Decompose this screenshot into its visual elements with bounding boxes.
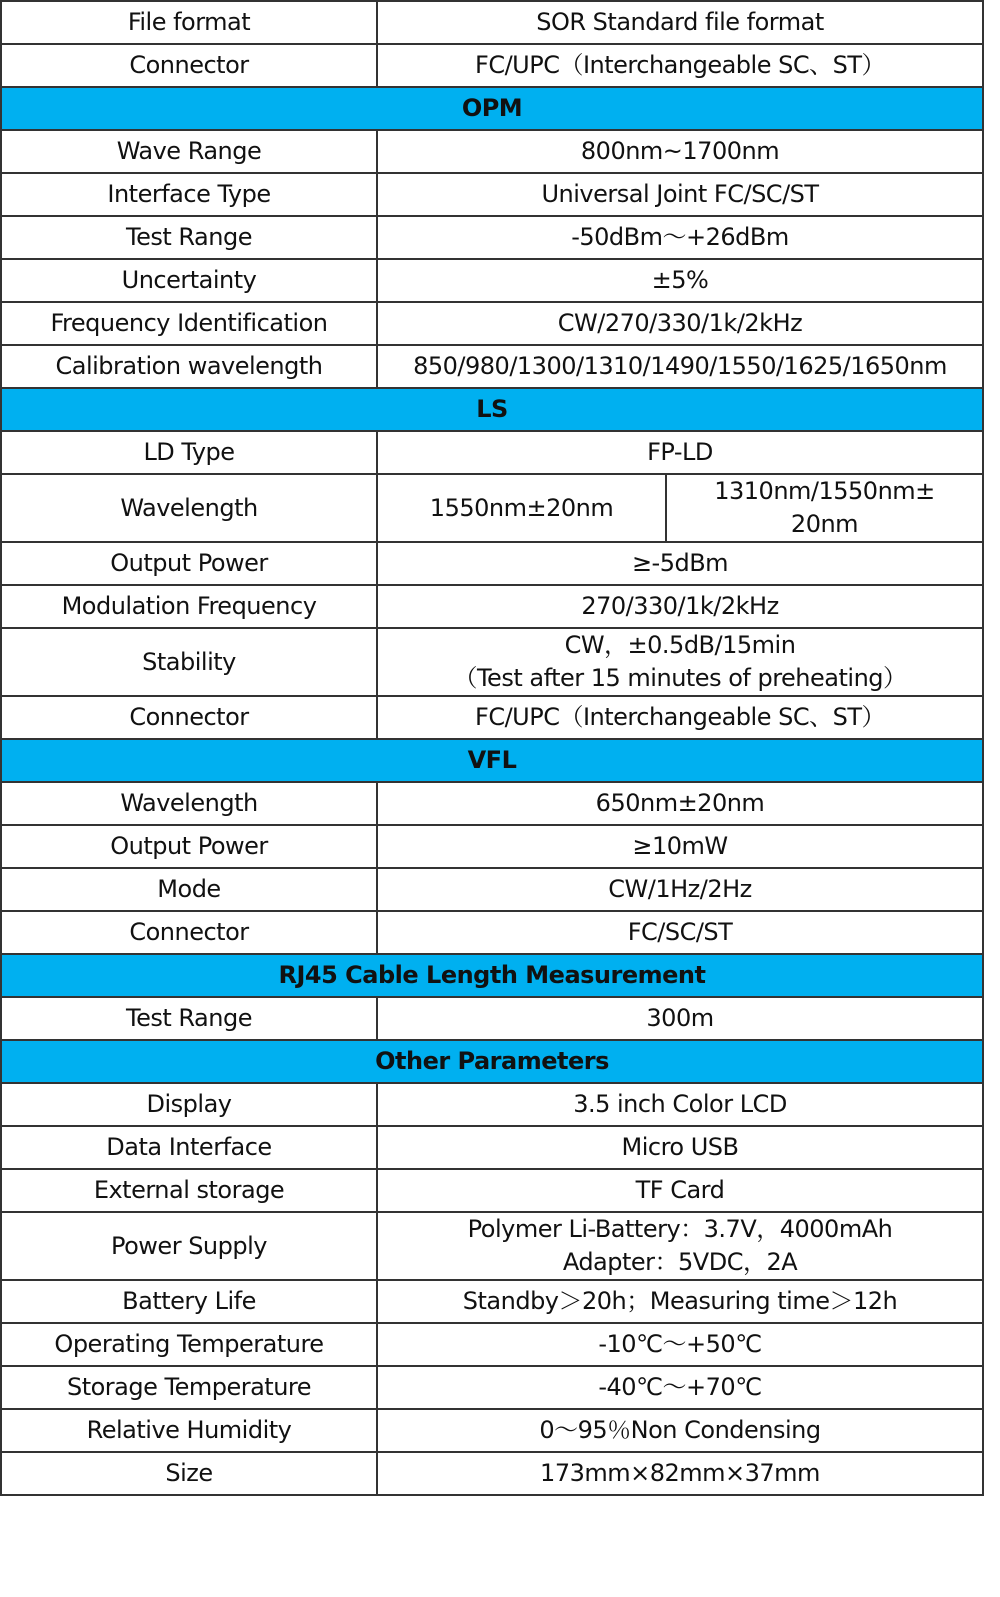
table-row bbox=[1, 696, 983, 739]
row-value bbox=[377, 1212, 983, 1280]
table-row bbox=[1, 259, 983, 302]
table-row bbox=[1, 1126, 983, 1169]
table-row bbox=[1, 825, 983, 868]
table-row bbox=[1, 1409, 983, 1452]
row-value: -10℃～+50℃ bbox=[377, 1323, 983, 1366]
table-row bbox=[1, 431, 983, 474]
row-label: Wavelength bbox=[1, 782, 377, 825]
table-row bbox=[1, 302, 983, 345]
row-value: Universal Joint FC/SC/ST bbox=[377, 173, 983, 216]
row-label: Test Range bbox=[1, 216, 377, 259]
row-label: Output Power bbox=[1, 825, 377, 868]
table-row bbox=[1, 1169, 983, 1212]
row-label: Connector bbox=[1, 911, 377, 954]
row-label: Wavelength bbox=[1, 474, 377, 542]
row-label: Frequency Identification bbox=[1, 302, 377, 345]
row-label: LD Type bbox=[1, 431, 377, 474]
row-label: Power Supply bbox=[1, 1212, 377, 1280]
table-row bbox=[1, 1323, 983, 1366]
table-row bbox=[1, 130, 983, 173]
section-title: LS bbox=[1, 388, 983, 431]
table-row bbox=[1, 782, 983, 825]
section-header-vfl bbox=[1, 739, 983, 782]
row-label: Storage Temperature bbox=[1, 1366, 377, 1409]
table-row bbox=[1, 1083, 983, 1126]
row-value: CW/270/330/1k/2kHz bbox=[377, 302, 983, 345]
table-row bbox=[1, 911, 983, 954]
row-value: 300m bbox=[377, 997, 983, 1040]
row-label: File format bbox=[1, 1, 377, 44]
section-title: Other Parameters bbox=[1, 1040, 983, 1083]
row-label: Display bbox=[1, 1083, 377, 1126]
row-label: Connector bbox=[1, 44, 377, 87]
table-row bbox=[1, 1452, 983, 1495]
row-value-a: 1550nm±20nm bbox=[377, 474, 666, 542]
table-row bbox=[1, 216, 983, 259]
value-line: 20nm bbox=[790, 510, 859, 538]
row-value: 650nm±20nm bbox=[377, 782, 983, 825]
table-row bbox=[1, 1, 983, 44]
value-line: Adapter：5VDC，2A bbox=[562, 1248, 798, 1276]
row-value: ≥10mW bbox=[377, 825, 983, 868]
row-label: Battery Life bbox=[1, 1280, 377, 1323]
value-line: （Test after 15 minutes of preheating） bbox=[453, 664, 907, 692]
row-label: Stability bbox=[1, 628, 377, 696]
row-value: FC/SC/ST bbox=[377, 911, 983, 954]
row-value: 800nm~1700nm bbox=[377, 130, 983, 173]
table-row bbox=[1, 868, 983, 911]
row-label: Interface Type bbox=[1, 173, 377, 216]
section-header-opm bbox=[1, 87, 983, 130]
row-value-b bbox=[666, 474, 983, 542]
value-line: CW，±0.5dB/15min bbox=[564, 631, 796, 659]
row-label: External storage bbox=[1, 1169, 377, 1212]
row-label: Size bbox=[1, 1452, 377, 1495]
table-row bbox=[1, 44, 983, 87]
section-header-ls bbox=[1, 388, 983, 431]
row-value: FC/UPC（Interchangeable SC、ST） bbox=[377, 696, 983, 739]
row-label: Connector bbox=[1, 696, 377, 739]
section-header-rj45 bbox=[1, 954, 983, 997]
row-value: 0～95％Non Condensing bbox=[377, 1409, 983, 1452]
row-value bbox=[377, 628, 983, 696]
row-label: Test Range bbox=[1, 997, 377, 1040]
row-label: Data Interface bbox=[1, 1126, 377, 1169]
row-value: Micro USB bbox=[377, 1126, 983, 1169]
section-title: RJ45 Cable Length Measurement bbox=[1, 954, 983, 997]
row-value: Standby＞20h；Measuring time＞12h bbox=[377, 1280, 983, 1323]
section-title: OPM bbox=[1, 87, 983, 130]
table-row bbox=[1, 345, 983, 388]
table-row bbox=[1, 542, 983, 585]
row-value: SOR Standard file format bbox=[377, 1, 983, 44]
row-value: 173mm×82mm×37mm bbox=[377, 1452, 983, 1495]
row-label: Output Power bbox=[1, 542, 377, 585]
row-label: Uncertainty bbox=[1, 259, 377, 302]
table-row bbox=[1, 1366, 983, 1409]
table-row bbox=[1, 474, 983, 542]
row-label: Modulation Frequency bbox=[1, 585, 377, 628]
row-value: ≥-5dBm bbox=[377, 542, 983, 585]
section-header-other bbox=[1, 1040, 983, 1083]
row-value: -40℃～+70℃ bbox=[377, 1366, 983, 1409]
row-label: Calibration wavelength bbox=[1, 345, 377, 388]
row-value: 3.5 inch Color LCD bbox=[377, 1083, 983, 1126]
row-label: Wave Range bbox=[1, 130, 377, 173]
table-row bbox=[1, 997, 983, 1040]
row-value: ±5% bbox=[377, 259, 983, 302]
row-value: FC/UPC（Interchangeable SC、ST） bbox=[377, 44, 983, 87]
row-value: 270/330/1k/2kHz bbox=[377, 585, 983, 628]
row-value: CW/1Hz/2Hz bbox=[377, 868, 983, 911]
row-label: Relative Humidity bbox=[1, 1409, 377, 1452]
table-row bbox=[1, 1280, 983, 1323]
row-label: Mode bbox=[1, 868, 377, 911]
section-title: VFL bbox=[1, 739, 983, 782]
row-value: TF Card bbox=[377, 1169, 983, 1212]
row-label: Operating Temperature bbox=[1, 1323, 377, 1366]
row-value: FP-LD bbox=[377, 431, 983, 474]
table-row bbox=[1, 1212, 983, 1280]
table-row bbox=[1, 585, 983, 628]
row-value: 850/980/1300/1310/1490/1550/1625/1650nm bbox=[377, 345, 983, 388]
value-line: 1310nm/1550nm± bbox=[714, 477, 935, 505]
value-line: Polymer Li-Battery：3.7V，4000mAh bbox=[467, 1215, 893, 1243]
row-value: -50dBm～+26dBm bbox=[377, 216, 983, 259]
table-row bbox=[1, 628, 983, 696]
table-row bbox=[1, 173, 983, 216]
